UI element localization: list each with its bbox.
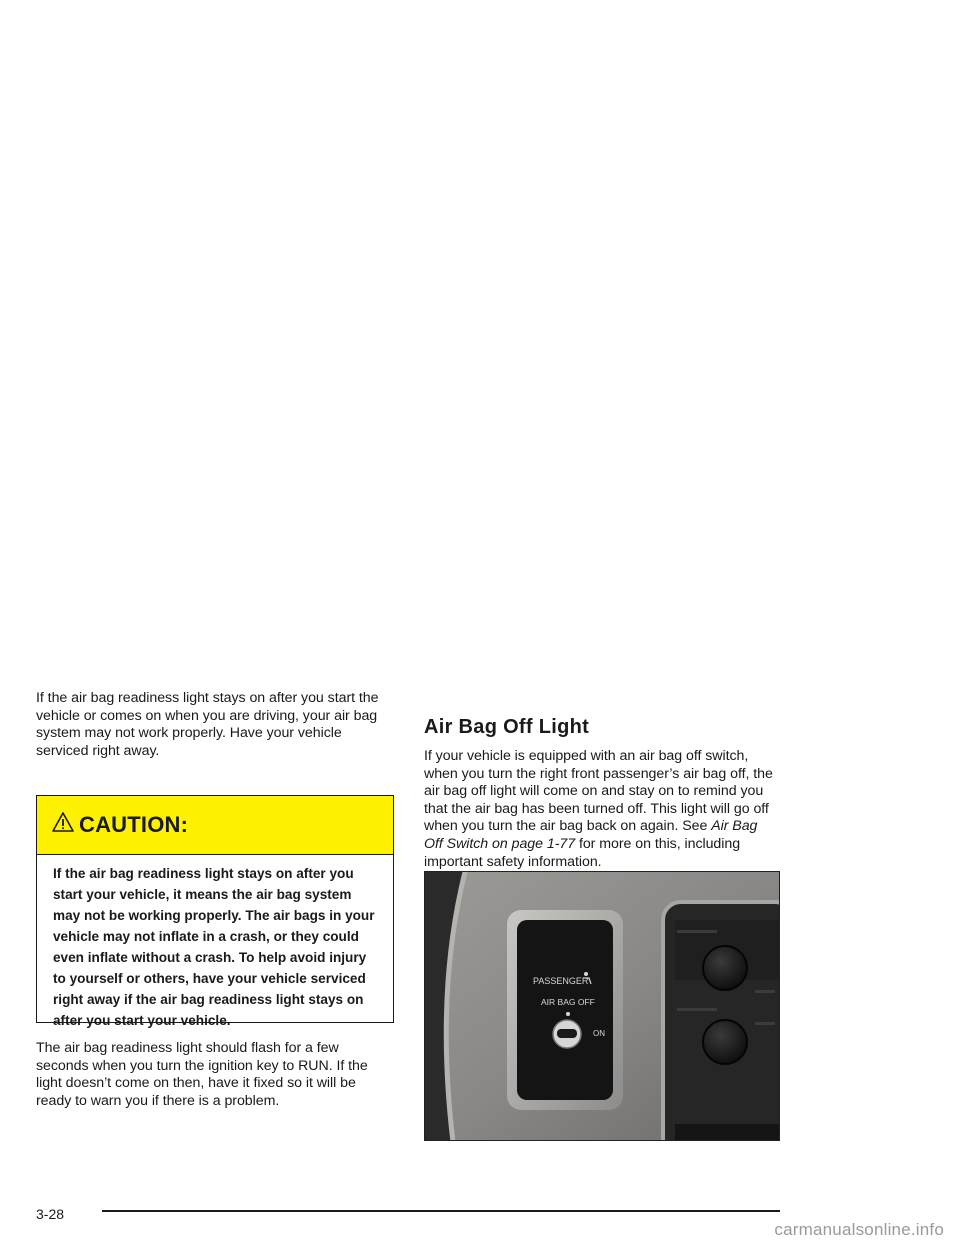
page-number: 3-28 [36,1206,65,1222]
watermark: carmanualsonline.info [774,1220,944,1239]
air-bag-off-switch-photo [424,871,780,1141]
section-title: Air Bag Off Light [424,716,590,738]
warning-icon [51,811,75,833]
cross-reference-link[interactable]: Air Bag Off Switch on page 1-77 [424,818,758,852]
caution-header [37,796,393,855]
left-after-block [36,1040,394,1110]
caution-title: CAUTION: [79,812,189,837]
paragraph-text-start: If your vehicle is equipped with an air bag off switch, when you turn the right front passenger’s air bag off, the air bag off light will come on and stay on to remind you that the air bag has been turned off. This light will go off when you turn the air bag back on again. See [424,748,773,835]
passenger-label: PASSENGER [533,976,589,986]
caution-box [36,795,394,1028]
air-bag-off-label: AIR BAG OFF [541,997,595,1007]
after-paragraph: The air bag readiness light should flash for a few seconds when you turn the ignition key to RUN. If the light doesn’t come on then, have it fixed so it will be ready to warn you if there is a problem. [36,1040,368,1109]
caution-text: If the air bag readiness light stays on after you start your vehicle, it means the air bag system may not be working properly. The air bags in your vehicle may not inflate in a crash, or they could even inflate without a crash. To help avoid injury to yourself or others, have your vehicle serviced right away if the air bag readiness light stays on after you start your vehicle. [53,866,375,1028]
air-bag-off-paragraph [424,748,780,871]
paragraph-text-end: for more on this, including important safety information. [424,835,741,870]
intro-paragraph: If the air bag readiness light stays on after you start the vehicle or comes on when you are driving, your air bag system may not work properly. Have your vehicle serviced right away. [36,690,379,759]
left-column [36,690,394,760]
on-label: ON [593,1029,605,1038]
dashboard-illustration [425,872,780,1141]
footer-rule [102,1210,780,1212]
right-paragraph-block [424,748,780,871]
